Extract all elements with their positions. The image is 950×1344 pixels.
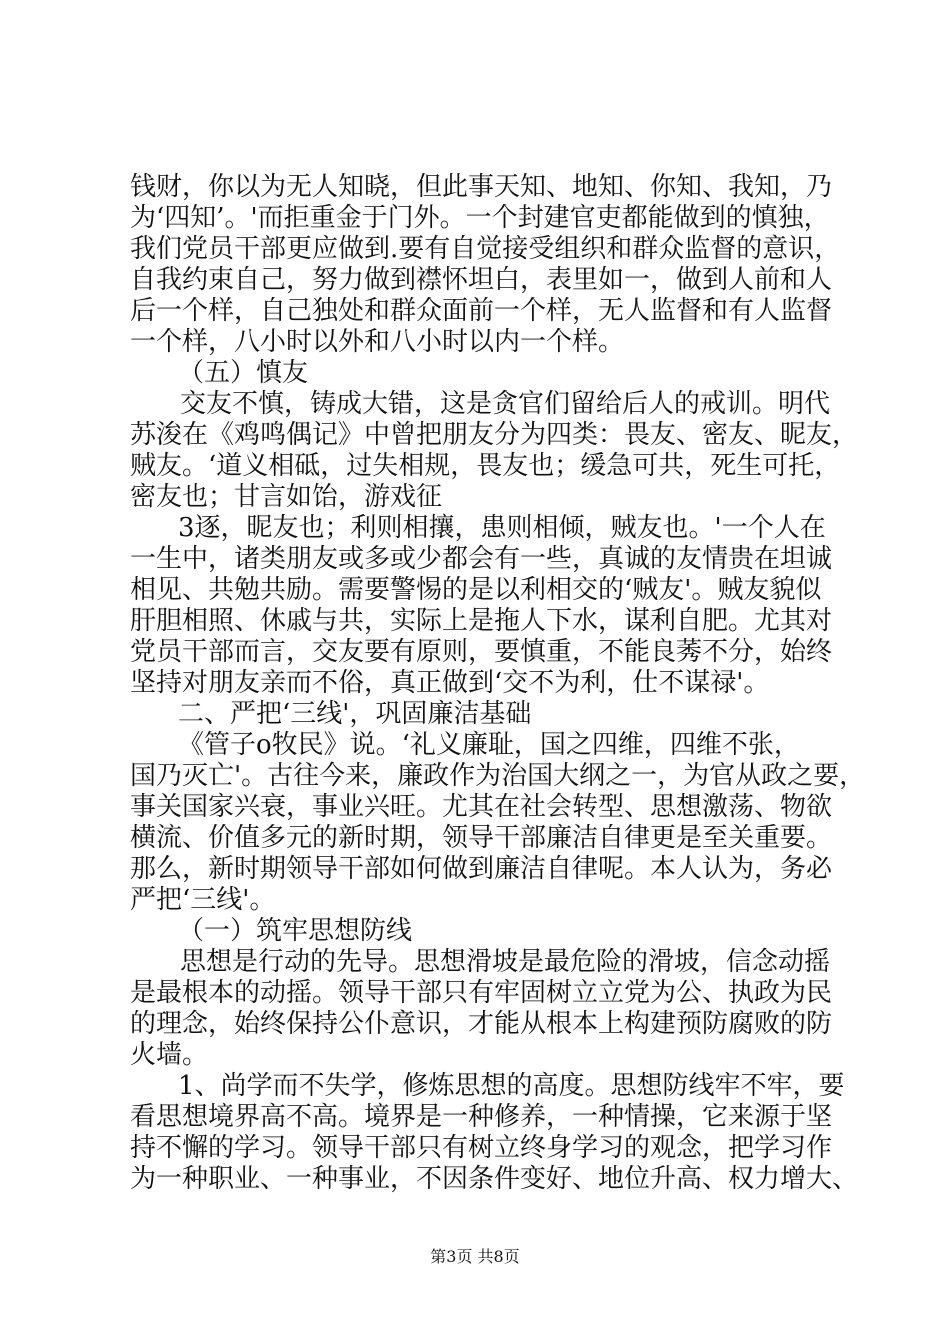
text-line: 《管子o牧民》说。‘礼义廉耻，国之四维，四维不张， bbox=[178, 730, 800, 760]
section-heading: （一）筑牢思想防线 bbox=[178, 916, 413, 946]
text-line: 那么，新时期领导干部如何做到廉洁自律呢。本人认为，务必 bbox=[130, 854, 833, 884]
text-line: 贼友。‘道义相砥，过失相规，畏友也；缓急可共，死生可托， bbox=[130, 451, 841, 481]
text-line: 坚持对朋友亲而不俗，真正做到‘交不为利，仕不谋禄'。 bbox=[130, 668, 770, 698]
text-line: 3逐，昵友也；利则相攘，患则相倾，贼友也。'一个人在 bbox=[178, 513, 826, 543]
text-line: 持不懈的学习。领导干部只有树立终身学习的观念，把学习作 bbox=[130, 1133, 833, 1163]
text-line: 肝胆相照、休戚与共，实际上是拖人下水，谋利自肥。尤其对 bbox=[130, 606, 833, 636]
text-line: 一生中，诸类朋友或多或少都会有一些，真诚的友情贵在坦诚 bbox=[130, 544, 833, 574]
text-line: 看思想境界高不高。境界是一种修养，一种情操，它来源于坚 bbox=[130, 1102, 833, 1132]
text-line: 为‘四知’。'而拒重金于门外。一个封建官吏都能做到的慎独， bbox=[130, 203, 830, 233]
text-line: 自我约束自己，努力做到襟怀坦白，表里如一，做到人前和人 bbox=[130, 265, 833, 295]
text-line: 横流、价值多元的新时期，领导干部廉洁自律更是至关重要。 bbox=[130, 823, 833, 853]
text-line: 相见、共勉共励。需要警惕的是以利相交的‘贼友'。贼友貌似 bbox=[130, 575, 822, 605]
text-line: 钱财，你以为无人知晓，但此事天知、地知、你知、我知，乃 bbox=[130, 172, 833, 202]
text-line: 事关国家兴衰，事业兴旺。尤其在社会转型、思想激荡、物欲 bbox=[130, 792, 833, 822]
text-line: 火墙。 bbox=[130, 1040, 209, 1070]
text-line: 1、尚学而不失学，修炼思想的高度。思想防线牢不牢，要 bbox=[178, 1071, 845, 1101]
text-line: 后一个样，自己独处和群众面前一个样，无人监督和有人监督 bbox=[130, 296, 833, 326]
text-line: 党员干部而言，交友要有原则，要慎重，不能良莠不分，始终 bbox=[130, 637, 833, 667]
text-line: 我们党员干部更应做到.要有自觉接受组织和群众监督的意识， bbox=[130, 234, 841, 264]
page-number: 第3页 共8页 bbox=[430, 1247, 520, 1266]
section-heading: 二、严把‘三线'，巩固廉洁基础 bbox=[178, 699, 532, 729]
text-line: 一个样，八小时以外和八小时以内一个样。 bbox=[130, 327, 625, 357]
text-line: 为一种职业、一种事业，不因条件变好、地位升高、权力增大、 bbox=[130, 1164, 859, 1194]
text-line: 严把‘三线'。 bbox=[130, 885, 276, 915]
text-line: 密友也；甘言如饴，游戏征 bbox=[130, 482, 443, 512]
text-line: 交友不慎，铸成大错，这是贪官们留给后人的戒训。明代 bbox=[180, 389, 831, 419]
text-line: 思想是行动的先导。思想滑坡是最危险的滑坡，信念动摇 bbox=[180, 947, 831, 977]
text-line: 苏浚在《鸡鸣偶记》中曾把朋友分为四类：畏友、密友、昵友， bbox=[130, 420, 859, 450]
text-line: 的理念，始终保持公仆意识，才能从根本上构建预防腐败的防 bbox=[130, 1009, 833, 1039]
text-line: 国乃灭亡'。古往今来，廉政作为治国大纲之一，为官从政之要， bbox=[130, 761, 866, 791]
section-heading: （五）慎友 bbox=[178, 358, 309, 388]
text-line: 是最根本的动摇。领导干部只有牢固树立立党为公、执政为民 bbox=[130, 978, 833, 1008]
